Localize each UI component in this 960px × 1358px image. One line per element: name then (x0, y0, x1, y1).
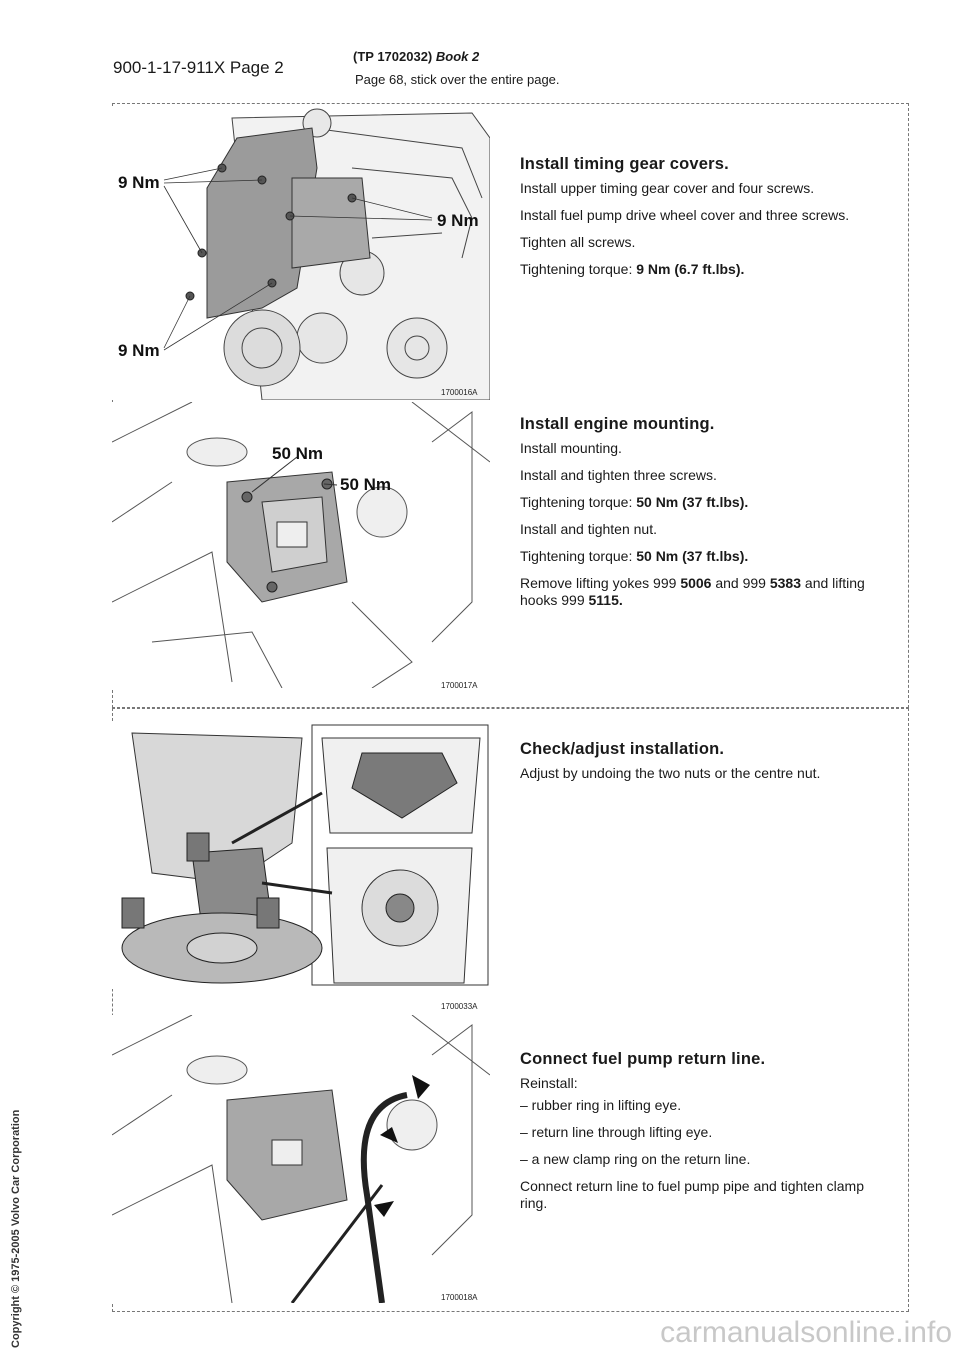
figure-engine-mounting (112, 402, 490, 688)
torque-label: Tightening torque: (520, 261, 633, 277)
bullet-item: – rubber ring in lifting eye. (520, 1097, 682, 1113)
engine-mounting-drawing (112, 402, 490, 688)
torque-callout-1: 9 Nm (118, 173, 160, 192)
torque-spec (520, 494, 880, 511)
section-timing-covers (520, 155, 880, 288)
tool-number: 5383 (769, 575, 802, 591)
fuel-return-drawing (112, 1015, 490, 1303)
section-title: Install timing gear covers. (520, 155, 729, 173)
section-title: Connect fuel pump return line. (520, 1050, 766, 1068)
step-text: Tighten all screws. (520, 234, 636, 250)
tp-number: (TP 1702032) (353, 49, 433, 64)
torque-callout-3: 9 Nm (118, 341, 160, 360)
figure-code-3: 1700033A (441, 1002, 478, 1011)
document-code: 900-1-17-911X Page 2 (113, 58, 284, 77)
step-text: Install upper timing gear cover and four screws. (520, 180, 815, 196)
section-title: Install engine mounting. (520, 415, 715, 433)
bullet-item: – a new clamp ring on the return line. (520, 1151, 751, 1167)
step-text: Install fuel pump drive wheel cover and three screws. (520, 207, 850, 223)
step-text: Connect return line to fuel pump pipe and tighten clamp ring. (520, 1178, 864, 1211)
tool-number: 5115. (588, 592, 623, 608)
torque-spec (520, 261, 880, 278)
figure-timing-covers (112, 108, 490, 400)
timing-cover-drawing (112, 108, 490, 400)
book-label: Book 2 (435, 49, 480, 64)
figure-code-1: 1700016A (441, 388, 478, 397)
step-text: Install mounting. (520, 440, 622, 456)
page-instruction: Page 68, stick over the entire page. (355, 72, 560, 87)
text-segment: and lifting hooks 999 (520, 575, 865, 608)
figure-fuel-return-line (112, 1015, 490, 1303)
torque-value: 9 Nm (6.7 ft.lbs). (636, 261, 745, 277)
figure-code-4: 1700018A (441, 1293, 478, 1302)
text-segment: Remove lifting yokes 999 (520, 575, 677, 591)
copyright-notice: Copyright © 1975-2005 Volvo Car Corporation (10, 1109, 22, 1348)
torque-label: Tightening torque: (520, 494, 633, 510)
step-text: Adjust by undoing the two nuts or the centre nut. (520, 765, 821, 781)
step-text: Install and tighten three screws. (520, 467, 717, 483)
site-watermark: carmanualsonline.info (660, 1316, 952, 1349)
tp-reference (353, 49, 479, 64)
torque-label: Tightening torque: (520, 548, 633, 564)
torque-callout-2: 9 Nm (437, 211, 479, 230)
section-engine-mounting (520, 415, 880, 619)
bullet-item: – return line through lifting eye. (520, 1124, 713, 1140)
torque-callout-5: 50 Nm (340, 475, 392, 494)
figure-code-2: 1700017A (441, 681, 478, 690)
figure-check-adjust (112, 723, 490, 989)
check-adjust-drawing (112, 723, 490, 989)
step-text: Reinstall: (520, 1075, 578, 1091)
torque-value: 50 Nm (37 ft.lbs). (636, 548, 749, 564)
torque-spec (520, 548, 880, 565)
tool-number: 5006 (680, 575, 712, 591)
text-segment: and 999 (715, 575, 766, 591)
torque-value: 50 Nm (37 ft.lbs). (636, 494, 749, 510)
section-fuel-return-line (520, 1050, 880, 1222)
section-title: Check/adjust installation. (520, 740, 725, 758)
section-check-adjust (520, 740, 880, 792)
step-text (520, 575, 880, 609)
step-text: Install and tighten nut. (520, 521, 657, 537)
torque-callout-4: 50 Nm (272, 444, 324, 463)
